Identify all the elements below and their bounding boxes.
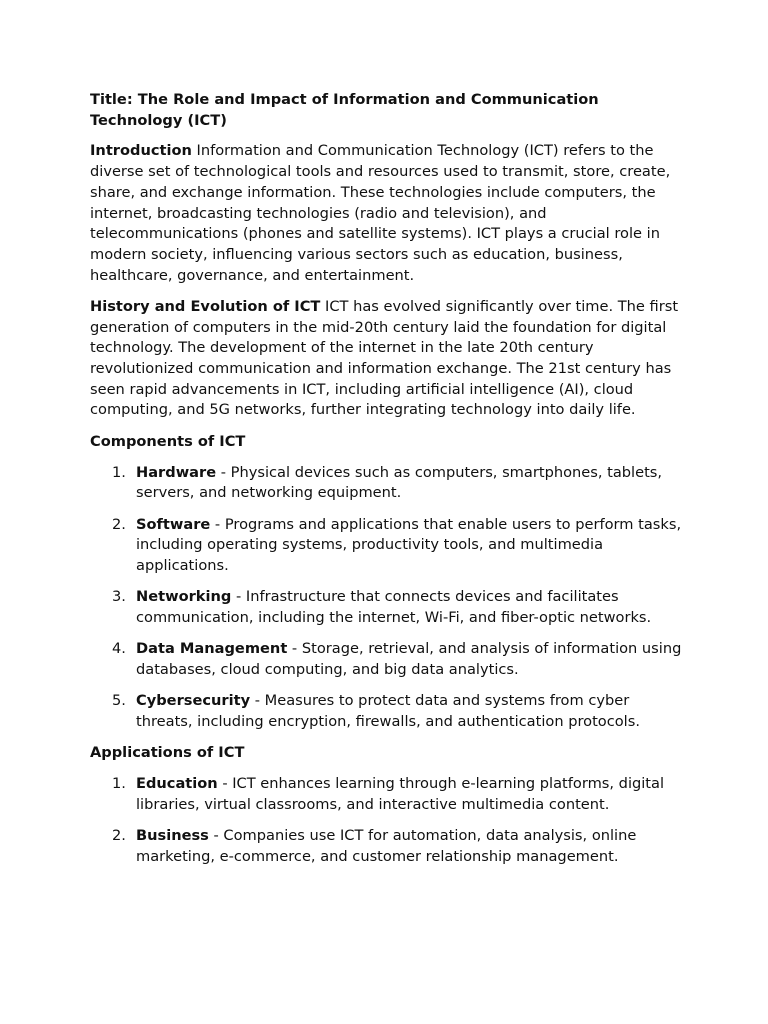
history-heading: History and Evolution of ICT [90,297,321,315]
list-item-number: 5. [112,692,126,710]
list-item [90,515,690,577]
list-item-term: Business [136,827,209,845]
list-item-term: Software [136,515,211,533]
list-item-number: 2. [112,827,126,845]
history-paragraph [90,297,690,421]
list-item-text: - Programs and applications that enable users to perform tasks, including operating systems, productivity tools, and multimedia applications. [136,515,682,575]
list-item-term: Education [136,775,218,793]
document-page [90,90,690,878]
list-item [90,587,690,628]
list-item-text: - Measures to protect data and systems from cyber threats, including encryption, firewalls, and authentication protocols. [136,692,640,730]
list-item [90,463,690,504]
list-item-text: - Companies use ICT for automation, data analysis, online marketing, e-commerce, and customer relationship management. [136,827,637,865]
list-item-text: - ICT enhances learning through e-learning platforms, digital libraries, virtual classrooms, and interactive multimedia content. [136,775,665,813]
list-item [90,774,690,815]
history-text: ICT has evolved significantly over time. The first generation of computers in the mid-20th century laid the foundation for digital technology. The development of the internet in the late 20th century revolutionized communication and information exchange. The 21st century has seen rapid advancements in ICT, including artificial intelligence (AI), cloud computing, and 5G networks, further integrating technology into daily life. [90,297,679,419]
document-title: Title: The Role and Impact of Information and Communication Technology (ICT) [90,91,599,129]
applications-list [90,774,690,867]
list-item-number: 4. [112,640,126,658]
list-item-number: 3. [112,588,126,606]
applications-heading: Applications of ICT [90,743,245,761]
list-item-term: Cybersecurity [136,692,251,710]
list-item [90,639,690,680]
introduction-text: Information and Communication Technology (ICT) refers to the diverse set of technological tools and resources used to transmit, store, create, share, and exchange information. These technologies include computers, the internet, broadcasting technologies (radio and television), and telecommunications (phones and satellite systems). ICT plays a crucial role in modern society, influencing various sectors such as education, business, healthcare, governance, and entertainment. [90,142,671,284]
list-item-term: Networking [136,588,232,606]
introduction-paragraph [90,141,690,286]
list-item-number: 1. [112,463,126,481]
list-item-text: - Infrastructure that connects devices and facilitates communication, including the internet, Wi-Fi, and fiber-optic networks. [136,588,652,626]
list-item-term: Hardware [136,463,217,481]
list-item-number: 1. [112,775,126,793]
components-heading: Components of ICT [90,432,246,450]
components-list [90,463,690,733]
list-item [90,691,690,732]
list-item-term: Data Management [136,640,288,658]
list-item [90,826,690,867]
list-item-number: 2. [112,515,126,533]
list-item-text: - Storage, retrieval, and analysis of information using databases, cloud computing, and big data analytics. [136,640,682,678]
list-item-text: - Physical devices such as computers, smartphones, tablets, servers, and networking equipment. [136,463,663,502]
introduction-heading: Introduction [90,142,192,160]
